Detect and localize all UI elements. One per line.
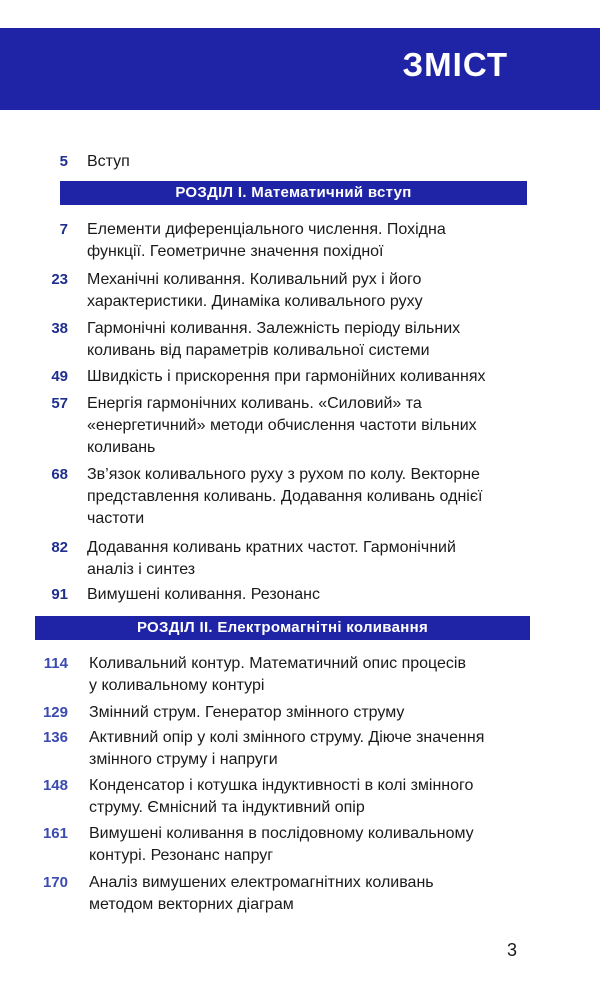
toc-title [87,318,557,362]
toc-title-line: Механічні коливання. Коливальний рух і його [87,271,422,288]
toc-title [87,537,557,581]
toc-title-line: у коливальному контурі [89,677,265,694]
toc-title-line: Вимушені коливання. Резонанс [87,586,320,603]
toc-page-number: 129 [42,704,68,721]
toc-title-line: коливань [87,439,156,456]
toc-page-number: 57 [51,395,68,412]
toc-page-number: 23 [51,271,68,288]
toc-page-number: 91 [51,586,68,603]
toc-page-number: 5 [59,153,68,170]
toc-title-line: Елементи диференціального числення. Похідна [87,221,446,238]
header-banner [0,28,600,110]
toc-page-number: 114 [43,655,68,672]
toc-title [87,584,557,606]
toc-title-line: Гармонічні коливання. Залежність періоду вільних [87,320,461,337]
toc-title [89,653,559,697]
toc-title-line: частоти [87,510,145,527]
toc-title [87,464,557,530]
toc-title-line: Коливальний контур. Математичний опис процесів [89,655,466,672]
toc-title [87,393,557,459]
toc-title [89,823,559,867]
toc-page-number: 136 [42,729,68,746]
toc-title-line: Додавання коливань кратних частот. Гармонічний [87,539,456,556]
toc-page-number: 170 [42,874,68,891]
toc-title-line: Швидкість і прискорення при гармонійних коливаннях [87,368,486,385]
toc-title [87,366,557,388]
toc-title-line: струму. Ємнісний та індуктивний опір [89,799,365,816]
toc-title-line: Змінний струм. Генератор змінного струму [89,704,405,721]
toc-title-line: Енергія гармонічних коливань. «Силовий» та [87,395,422,412]
toc-title-line: змінного струму і напруги [89,751,278,768]
toc-title-line: контурі. Резонанс напруг [89,847,274,864]
toc-page-number: 68 [51,466,68,483]
toc-title [89,872,559,916]
toc-page-number: 7 [59,221,68,238]
toc-title [89,727,559,771]
toc-title-line: Зв’язок коливального руху з рухом по колу. Векторне [87,466,480,483]
toc-title-line: характеристики. Динаміка коливального руху [87,293,423,310]
toc-title-line: Активний опір у колі змінного струму. Діюче значення [89,729,485,746]
toc-title-line: представлення коливань. Додавання коливань однієї [87,488,483,505]
toc-title [87,219,557,263]
toc-title-line: функції. Геометричне значення похідної [87,243,384,260]
toc-page-number: 148 [42,777,68,794]
toc-page-number: 161 [42,825,68,842]
toc-page-number: 38 [51,320,68,337]
toc-title-line: аналіз і синтез [87,561,196,578]
section-heading-1: РОЗДІЛ І. Математичний вступ [60,181,527,205]
toc-title-line: методом векторних діаграм [89,896,294,913]
toc-title [89,775,559,819]
toc-page-number: 82 [51,539,68,556]
page-number: 3 [507,940,518,960]
page-title: ЗМІСТ [402,46,508,83]
toc-title-line: коливань від параметрів коливальної системи [87,342,430,359]
toc-title-line: Вимушені коливання в послідовному коливальному [89,825,474,842]
toc-title [89,702,559,724]
toc-title: Вступ [87,153,130,170]
toc-title-line: Конденсатор і котушка індуктивності в колі змінного [89,777,474,794]
section-heading-2: РОЗДІЛ ІІ. Електромагнітні коливання [35,616,530,640]
toc-title-line: «енергетичний» методи обчислення частоти вільних [87,417,477,434]
toc-title-line: Аналіз вимушених електромагнітних коливань [89,874,434,891]
toc-title [87,269,557,313]
toc-page-number: 49 [51,368,68,385]
